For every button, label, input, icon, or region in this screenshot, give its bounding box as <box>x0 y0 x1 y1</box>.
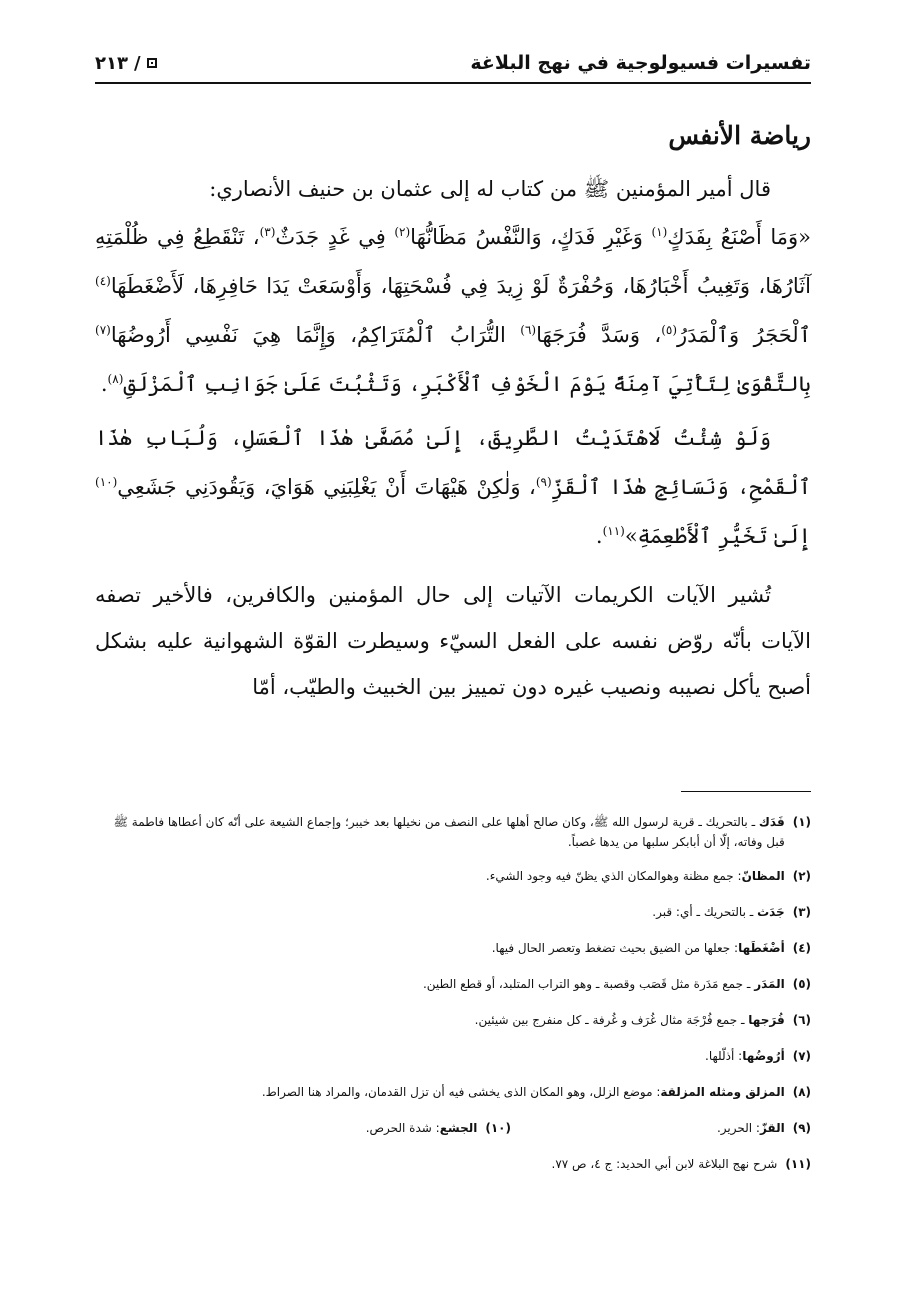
footnote-number: (٣) <box>792 905 811 919</box>
quote-text-run: «وَمَا أَصْنَعُ بِفَدَكٍ <box>667 225 811 249</box>
footnote-number: (٦) <box>792 1013 811 1027</box>
quote-text-run: فِي غَدٍ جَدَثٌ <box>275 225 395 249</box>
quote-text-run: . <box>100 372 108 396</box>
main-text <box>95 112 811 710</box>
footnote-number: (٧) <box>792 1049 811 1063</box>
quote-text-run: ، وَسَدَّ فُرَجَهَا <box>536 323 662 347</box>
footnote-text: : جمع مظنة وهوالمكان الذي يظنّ فيه وجود الشيء. <box>485 869 742 883</box>
footnote-number: (٨) <box>792 1085 811 1099</box>
footnote-9 <box>511 1118 811 1138</box>
footnote-number: (١٠) <box>485 1121 511 1135</box>
footnote-marker: (٥) <box>661 323 678 337</box>
footnote-marker: (١١) <box>602 524 625 538</box>
footnote-number: (٢) <box>792 869 811 883</box>
footnote-row-9-10 <box>95 1118 811 1138</box>
footnote-text: شرح نهج البلاغة لابن أبي الحديد: ج ٤، ص ٧٧. <box>551 1157 778 1171</box>
footnote-marker: (٦) <box>520 323 537 337</box>
footnote-text: ـ جمع فُرْجَة مثال غُرَف و غُرفة ـ كل منفرج بين شيئين. <box>474 1013 749 1027</box>
footnote-4 <box>95 938 811 958</box>
page-marker-icon <box>147 58 157 68</box>
footnote-term: فُرَجها <box>748 1013 785 1027</box>
footnote-number: (٩) <box>792 1121 811 1135</box>
footnote-number: (٥) <box>792 977 811 991</box>
footnote-text: : أذلّلها. <box>705 1049 743 1063</box>
footnote-marker: (٧) <box>95 323 111 337</box>
footnote-11 <box>95 1154 811 1174</box>
quote-text-run: التُّرَابُ ٱلْمُتَرَاكِمُ، وَإِنَّمَا هِيَ نَفْسِي أَرُوضُهَا <box>110 323 521 347</box>
footnote-10 <box>211 1118 511 1138</box>
footnotes <box>95 812 811 1190</box>
footnote-number: (١) <box>792 815 811 829</box>
footnote-term: الجشع <box>439 1121 478 1135</box>
footnote-term: القزّ <box>759 1121 785 1135</box>
header-page-number-group <box>95 53 157 74</box>
footnote-7 <box>95 1046 811 1066</box>
footnote-term: جَدَث <box>757 905 785 919</box>
quote-text-run: ، تَنْقَطِعُ فِي ظُلْمَتِهِ آثَارُهَا، وَتَغِيبُ أَخْبَارُهَا، وَحُفْرَةٌ لَوْ زِيدَ فِي فُسْحَتِهَا، وَأَوْسَعَتْ يَدَا حَافِرِهَا، لَأَضْغَطَهَا <box>95 225 811 298</box>
quote-text-run: ، وَلٰكِنْ هَيْهَاتَ أَنْ يَغْلِبَنِي هَوَايَ، وَيَقُودَنِي جَشَعِي <box>117 475 536 499</box>
footnote-marker: (١٠) <box>95 475 118 489</box>
footnote-text: ـ جمع مَدَرة مثل قَصَب وقصبة ـ وهو التراب المتلبد، أو قطع الطين. <box>422 977 755 991</box>
footnote-text: : موضع الزلل، وهو المكان الذى يخشى فيه أن تزل القدمان، والمراد هنا الصراط. <box>261 1085 661 1099</box>
footnote-marker: (٤) <box>95 274 111 288</box>
footnote-number: (١١) <box>785 1157 811 1171</box>
quote-text-run: بِالتَّقْوَىٰ لِتَأْتِيَ آمِنَةً يَوْمَ الْخَوْفِ ٱلْأَكْبَرِ، وَتَثْبُتَ عَلَىٰ جَوَانِبِ ٱلْمَزْلَقِ <box>123 372 811 396</box>
footnote-term: المظانّ <box>741 869 785 883</box>
footnote-term: أضْغَطَها <box>738 941 785 955</box>
quote-text-run: إِلَىٰ تَخَيُّرِ ٱلْأَطْعِمَةِ» <box>624 524 811 548</box>
footnote-term: المَدَر <box>754 977 785 991</box>
footnote-2 <box>95 866 811 886</box>
footnote-term: فَدَك <box>758 815 785 829</box>
header-page-number: ٢١٣ <box>95 52 128 74</box>
footnote-8 <box>95 1082 811 1102</box>
footnote-marker: (٨) <box>107 372 124 386</box>
header-separator: / <box>133 52 141 74</box>
quote-paragraph-2 <box>95 416 811 558</box>
quote-text-run: ٱلْحَجَرُ وَٱلْمَدَرُ <box>677 323 812 347</box>
footnote-term: أرُوضُها <box>742 1049 785 1063</box>
footnote-text: ـ بالتحريك ـ قرية لرسول الله ﷺ، وكان صالح أهلها على النصف من نخيلها بعد خيبر؛ وإجماع الشيعة على أنّه كان أعطاها فاطمة ﷺ قبل وفاته، إلّا أن أبابكر سلبها من يدها غصباً. <box>113 815 785 849</box>
section-title: رياضة الأنفس <box>668 121 811 150</box>
footnote-term: المزلق ومثله المزلقة <box>660 1085 785 1099</box>
intro-paragraph: قال أمير المؤمنين ﷺ من كتاب له إلى عثمان بن حنيف الأنصاري: <box>209 177 771 201</box>
running-header <box>95 44 811 84</box>
footnote-text: : جعلها من الضيق بحيث تضغط وتعصر الحال فيها. <box>491 941 739 955</box>
footnote-marker: (٢) <box>394 225 411 239</box>
header-title: تفسيرات فسيولوجية في نهج البلاغة <box>470 52 811 74</box>
quote-text-run: . <box>595 524 603 548</box>
quote-text-run: وَغَيْرِ فَدَكٍ، وَالنَّفْسُ مَظَانُّهَا <box>410 225 652 249</box>
footnote-divider <box>681 791 811 792</box>
footnote-marker: (٩) <box>535 475 552 489</box>
footnote-1 <box>95 812 811 852</box>
footnote-6 <box>95 1010 811 1030</box>
footnote-3 <box>95 902 811 922</box>
footnote-text: : الحرير. <box>716 1121 760 1135</box>
footnote-text: ـ بالتحريك ـ أي: قبر. <box>652 905 758 919</box>
footnote-marker: (١) <box>651 225 668 239</box>
footnote-5 <box>95 974 811 994</box>
quote-paragraph-1 <box>95 210 811 406</box>
footnote-marker: (٣) <box>259 225 276 239</box>
commentary-paragraph: تُشير الآيات الكريمات الآتيات إلى حال المؤمنين والكافرين، فالأخير تصفه الآيات بأنّه روّض نفسه على الفعل السيّء وسيطرت القوّة الشهوانية عليه بشكل أصبح يأكل نصيبه ونصيب غيره دون تمييز بين الخبيث والطيّب، أمّا <box>95 583 811 699</box>
footnote-number: (٤) <box>792 941 811 955</box>
quote-text-run: وَلَوْ شِئْتُ لَاهْتَدَيْتُ الطَّرِيقَ، إِلَىٰ مُصَفَّىٰ هٰذَا ٱلْعَسَلِ، وَلُبَابِ هٰذَا ٱلْقَمْحِ، وَنَسَائِجِ هٰذَا ٱلْقَزِّ <box>95 426 811 499</box>
footnote-text: : شدة الحرص. <box>365 1121 440 1135</box>
